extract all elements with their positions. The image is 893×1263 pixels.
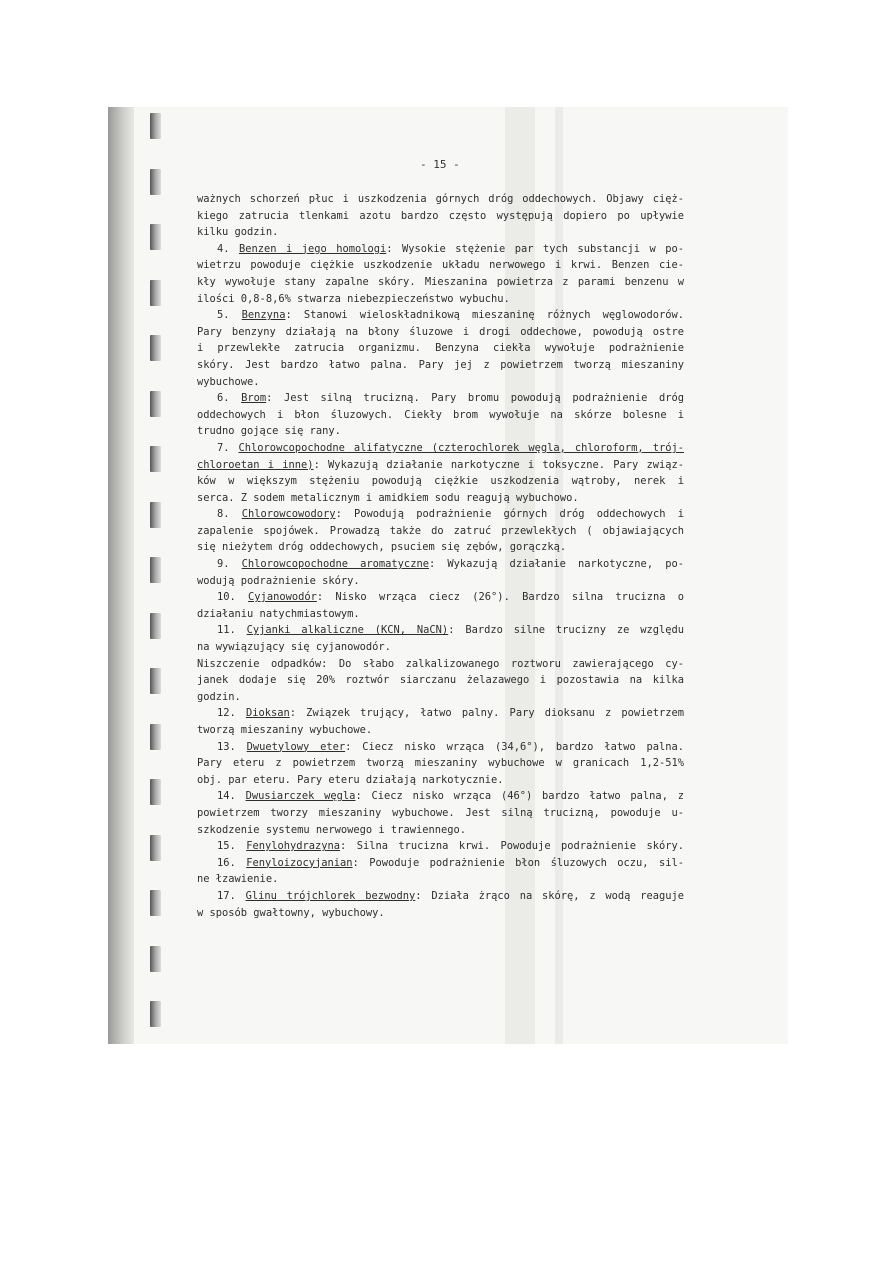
binder-hole-mark bbox=[150, 391, 161, 417]
text-line bbox=[197, 490, 684, 507]
text-line bbox=[197, 838, 684, 855]
text-line bbox=[197, 506, 684, 523]
text-line bbox=[197, 888, 684, 905]
line-text: ne łzawienie. bbox=[197, 873, 279, 886]
item-number: 5. bbox=[217, 309, 242, 322]
line-text: : Powoduje podrażnienie błon śluzowych oczu, sil- bbox=[352, 856, 684, 869]
line-text: powietrzem tworzy mieszaniny wybuchowe. Jest silną trucizną, powoduje u- bbox=[197, 806, 684, 819]
binder-hole-mark bbox=[150, 779, 161, 805]
line-text: : Związek trujący, łatwo palny. Pary dioksanu z powietrzem bbox=[289, 707, 684, 720]
underlined-heading: Benzyna bbox=[241, 309, 286, 322]
text-line bbox=[197, 772, 684, 789]
line-text: zapalenie spojówek. Prowadzą także do zatruć przewlekłych ( objawiających bbox=[197, 524, 684, 537]
underlined-heading: Fenyloizocyjanian bbox=[246, 856, 353, 869]
binder-hole-mark bbox=[150, 668, 161, 694]
item-number: 4. bbox=[217, 242, 239, 255]
binder-hole-mark bbox=[150, 835, 161, 861]
line-text: ilości 0,8-8,6% stwarza niebezpieczeństwo wybuchu. bbox=[197, 292, 510, 305]
text-line bbox=[197, 307, 684, 324]
binder-hole-mark bbox=[150, 224, 161, 250]
text-line bbox=[197, 224, 684, 241]
binder-hole-mark bbox=[150, 1001, 161, 1027]
text-line bbox=[197, 855, 684, 872]
page-number: - 15 - bbox=[420, 158, 460, 171]
underlined-heading: Dioksan bbox=[245, 707, 290, 720]
line-text: wodują podrażnienie skóry. bbox=[197, 574, 360, 587]
underlined-heading: Cyjanowodór bbox=[248, 591, 317, 604]
item-number: 15. bbox=[217, 840, 247, 853]
text-line bbox=[197, 390, 684, 407]
text-line bbox=[197, 905, 684, 922]
text-line bbox=[197, 340, 684, 357]
text-line bbox=[197, 407, 684, 424]
text-line bbox=[197, 241, 684, 258]
line-text: skóry. Jest bardzo łatwo palna. Pary jej z powietrzem tworzą mieszaniny bbox=[197, 358, 684, 371]
binder-hole-mark bbox=[150, 446, 161, 472]
text-line bbox=[197, 606, 684, 623]
text-line bbox=[197, 589, 684, 606]
line-text: Niszczenie odpadków: Do słabo zalkalizowanego roztworu zawierającego cy- bbox=[197, 657, 684, 670]
binder-hole-mark bbox=[150, 724, 161, 750]
line-text: obj. par eteru. Pary eteru działają narkotycznie. bbox=[197, 773, 504, 786]
line-text: ważnych schorzeń płuc i uszkodzenia górnych dróg oddechowych. Objawy cięż- bbox=[197, 193, 684, 205]
text-line bbox=[197, 689, 684, 706]
line-text: wietrzu powoduje ciężkie uszkodzenie układu nerwowego i krwi. Benzen cie- bbox=[197, 259, 684, 272]
underlined-heading: Fenylohydrazyna bbox=[246, 840, 341, 853]
line-text: kiego zatrucia tlenkami azotu bardzo często występują dopiero po upływie bbox=[197, 209, 684, 222]
line-text: trudno gojące się rany. bbox=[197, 425, 341, 438]
underlined-heading: Chlorowcowodory bbox=[241, 508, 336, 521]
line-text: na wywiązujący się cyjanowodór. bbox=[197, 641, 391, 654]
text-line bbox=[197, 274, 684, 291]
text-line bbox=[197, 622, 684, 639]
line-text: godzin. bbox=[197, 690, 241, 703]
text-line bbox=[197, 573, 684, 590]
text-line bbox=[197, 822, 684, 839]
line-text: : Wysokie stężenie par tych substancji w po- bbox=[386, 242, 684, 255]
line-text: i przewlekłe zatrucia organizmu. Benzyna ciekła wywołuje podrażnienie bbox=[197, 342, 684, 355]
item-number: 14. bbox=[217, 790, 246, 803]
text-line bbox=[197, 457, 684, 474]
binder-hole-mark bbox=[150, 613, 161, 639]
item-number: 11. bbox=[217, 624, 247, 637]
line-text: : Nisko wrząca ciecz (26°). Bardzo silna trucizna o bbox=[316, 591, 684, 604]
item-number: 6. bbox=[217, 392, 242, 405]
line-text: serca. Z sodem metalicznym i amidkiem sodu reagują wybuchowo. bbox=[197, 491, 579, 504]
item-number: 10. bbox=[217, 591, 249, 604]
line-text: : Bardzo silne trucizny ze względu bbox=[448, 624, 684, 637]
item-number: 17. bbox=[217, 889, 246, 902]
line-text: : Działa żrąco na skórę, z wodą reaguje bbox=[415, 889, 684, 902]
line-text: oddechowych i błon śluzowych. Ciekły brom wywołuje na skórze bolesne i bbox=[197, 408, 684, 421]
line-text: : Stanowi wieloskładnikową mieszaninę różnych węglowodorów. bbox=[285, 309, 684, 322]
text-line bbox=[197, 423, 684, 440]
underlined-heading: Chlorowcopochodne aromatyczne bbox=[241, 558, 429, 571]
line-text: Pary eteru z powietrzem tworzą mieszaniny wybuchowe w granicach 1,2-51% bbox=[197, 757, 684, 770]
binder-hole-mark bbox=[150, 113, 161, 139]
binder-hole-mark bbox=[150, 890, 161, 916]
binder-strip bbox=[108, 107, 134, 1044]
underlined-heading: Brom bbox=[241, 392, 267, 405]
text-line bbox=[197, 291, 684, 308]
line-text: : Silna trucizna krwi. Powoduje podrażnienie skóry. bbox=[340, 840, 684, 853]
binder-hole-mark bbox=[150, 280, 161, 306]
item-number: 8. bbox=[217, 508, 242, 521]
text-line bbox=[197, 755, 684, 772]
text-line bbox=[197, 788, 684, 805]
binder-hole-mark bbox=[150, 946, 161, 972]
text-line bbox=[197, 639, 684, 656]
item-number: 12. bbox=[217, 707, 246, 720]
item-number: 9. bbox=[217, 558, 242, 571]
line-text: kilku godzin. bbox=[197, 226, 279, 239]
text-line bbox=[197, 374, 684, 391]
item-number: 7. bbox=[217, 441, 239, 454]
underlined-heading: chloroetan i inne) bbox=[197, 458, 314, 471]
text-line bbox=[197, 672, 684, 689]
binder-hole-mark bbox=[150, 502, 161, 528]
line-text: : Jest silną trucizną. Pary bromu powodują podrażnienie dróg bbox=[266, 392, 684, 405]
text-line bbox=[197, 539, 684, 556]
text-line bbox=[197, 556, 684, 573]
binder-hole-mark bbox=[150, 169, 161, 195]
binder-hole-mark bbox=[150, 557, 161, 583]
text-line bbox=[197, 871, 684, 888]
line-text: działaniu natychmiastowym. bbox=[197, 607, 360, 620]
line-text: : Powodują podrażnienie górnych dróg oddechowych i bbox=[335, 508, 684, 521]
line-text: : Ciecz nisko wrząca (46°) bardzo łatwo palna, z bbox=[355, 790, 684, 803]
text-line bbox=[197, 656, 684, 673]
line-text: : Wykazują działanie narkotyczne i toksyczne. Pary związ- bbox=[313, 458, 684, 471]
line-text: się nieżytem dróg oddechowych, psuciem się zębów, gorączką. bbox=[197, 541, 567, 554]
underlined-heading: Glinu trójchlorek bezwodny bbox=[245, 889, 416, 902]
text-line bbox=[197, 208, 684, 225]
item-number: 13. bbox=[217, 740, 247, 753]
line-text: kły wywołuje stany zapalne skóry. Mieszanina powietrza z parami benzenu w bbox=[197, 275, 684, 288]
document-body bbox=[197, 191, 684, 921]
text-line bbox=[197, 357, 684, 374]
line-text: ków w większym stężeniu powodują ciężkie uszkodzenia wątroby, nerek i bbox=[197, 475, 684, 488]
line-text: wybuchowe. bbox=[197, 375, 260, 388]
binder-hole-mark bbox=[150, 335, 161, 361]
text-line bbox=[197, 440, 684, 457]
item-number: 16. bbox=[217, 856, 247, 869]
text-line bbox=[197, 473, 684, 490]
text-line bbox=[197, 523, 684, 540]
line-text: Pary benzyny działają na błony śluzowe i drogi oddechowe, powodują ostre bbox=[197, 325, 684, 338]
line-text: : Ciecz nisko wrząca (34,6°), bardzo łatwo palna. bbox=[345, 740, 684, 753]
underlined-heading: Dwusiarczek węgla bbox=[245, 790, 356, 803]
text-line bbox=[197, 805, 684, 822]
line-text: szkodzenie systemu nerwowego i trawiennego. bbox=[197, 823, 466, 836]
line-text: janek dodaje się 20% roztwór siarczanu żelazawego i pozostawia na kilka bbox=[197, 674, 684, 687]
line-text: : Wykazują działanie narkotyczne, po- bbox=[428, 558, 684, 571]
text-line bbox=[197, 739, 684, 756]
underlined-heading: Cyjanki alkaliczne (KCN, NaCN) bbox=[246, 624, 449, 637]
text-line bbox=[197, 191, 684, 208]
text-line bbox=[197, 324, 684, 341]
line-text: tworzą mieszaniny wybuchowe. bbox=[197, 724, 373, 736]
text-line bbox=[197, 257, 684, 274]
text-line bbox=[197, 722, 684, 739]
underlined-heading: Dwuetylowy eter bbox=[246, 740, 346, 753]
line-text: w sposób gwałtowny, wybuchowy. bbox=[197, 906, 385, 919]
underlined-heading: Benzen i jego homologi bbox=[238, 242, 387, 255]
underlined-heading: Chlorowcopochodne alifatyczne (czterochlorek węgla, chloroform, trój- bbox=[238, 441, 684, 454]
text-line bbox=[197, 705, 684, 722]
